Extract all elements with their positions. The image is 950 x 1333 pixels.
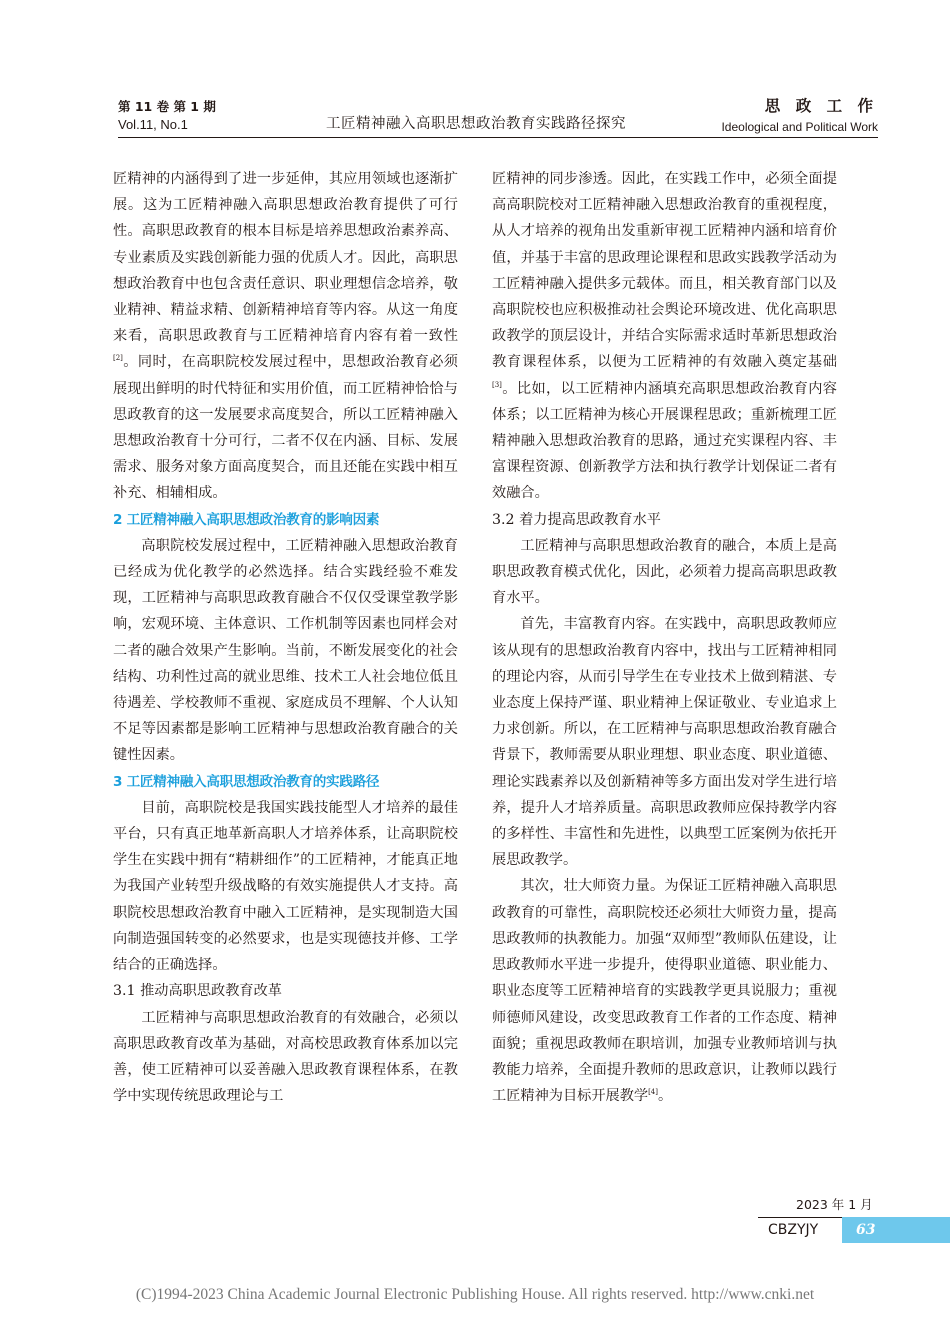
left-column (113, 166, 458, 1109)
paragraph: 工匠精神与高职思想政治教育的有效融合，必须以高职思政教育改革为基础，对高校思政教育体系加以完善，使工匠精神可以妥善融入思政教育课程体系，在教学中实现传统思政理论与工 (113, 1009, 458, 1105)
right-column (492, 166, 837, 1109)
paragraph: 目前，高职院校是我国实践技能型人才培养的最佳平台，只有真正地革新高职人才培养体系，让高职院校学生在实践中拥有“精耕细作”的工匠精神，才能真正地为我国产业转型升级战略的有效实施提供人才支持。高职院校思想政治教育中融入工匠精神，是实现制造大国向制造强国转变的必然要求，也是实现德技并修、工学结合的正确选择。 (113, 799, 458, 974)
journal-name-cn: 思 政 工 作 (764, 97, 878, 115)
subsection-heading-3-2: 3.2 着力提高思政教育水平 (492, 511, 661, 528)
footer-bar (758, 1217, 950, 1243)
section-heading-3: 3 工匠精神融入高职思想政治教育的实践路径 (113, 773, 380, 790)
citation: [3] (492, 380, 502, 389)
volume-issue-cn: 第 11 卷 第 1 期 (118, 99, 216, 114)
copyright-notice: (C)1994-2023 China Academic Journal Electronic Publishing House. All rights reserved. http://www.cnki.net (135, 1286, 815, 1303)
journal-code: CBZYJY (758, 1217, 842, 1243)
publication-date: 2023 年 1 月 (796, 1197, 873, 1212)
section-heading-2: 2 工匠精神融入高职思想政治教育的影响因素 (113, 511, 380, 528)
paragraph: 其次，壮大师资力量。为保证工匠精神融入高职思政教育的可靠性，高职院校还必须壮大师资力量，提高思政教师的执教能力。加强“双师型”教师队伍建设，让思政教师水平进一步提升，使得职业道德、职业能力、职业态度等工匠精神培育的实践教学更具说服力；重视师德师风建设，改变思政教育工作者的工作态度、精神面貌；重视思政教师在职培训，加强专业教师培训与执教能力培养，全面提升教师的思政意识，让教师以践行工匠精神为目标开展教学[4]。 (492, 878, 837, 1105)
header-rule (118, 137, 878, 138)
page-number: 63 (842, 1217, 950, 1243)
running-title: 工匠精神融入高职思想政治教育实践路径探究 (326, 116, 626, 132)
paragraph: 高职院校发展过程中，工匠精神融入思想政治教育已经成为优化教学的必然选择。结合实践经验不难发现，工匠精神与高职思政教育融合不仅仅受课堂教学影响，宏观环境、主体意识、工作机制等因素也同样会对二者的融合效果产生影响。当前，不断发展变化的社会结构、功利性过高的就业思维、技术工人社会地位低且待遇差、学校教师不重视、家庭成员不理解、个人认知不足等因素都是影响工匠精神与思想政治教育融合的关键性因素。 (113, 537, 458, 764)
subsection-heading-3-1: 3.1 推动高职思政教育改革 (113, 983, 282, 1000)
journal-name-en: Ideological and Political Work (721, 120, 878, 134)
paragraph: 匠精神的内涵得到了进一步延伸，其应用领域也逐渐扩展。这为工匠精神融入高职思想政治教育提供了可行性。高职思政教育的根本目标是培养思想政治素养高、专业素质及实践创新能力强的优质人才。因此，高职思想政治教育中也包含责任意识、职业理想信念培养，敬业精神、精益求精、创新精神培育等内容。从这一角度来看，高职思政教育与工匠精神培育内容有着一致性[2]。同时，在高职院校发展过程中，思想政治教育必须展现出鲜明的时代特征和实用价值，而工匠精神恰恰与思政教育的这一发展要求高度契合，所以工匠精神融入思想政治教育十分可行，二者不仅在内涵、目标、发展需求、服务对象方面高度契合，而且还能在实践中相互补充、相辅相成。 (113, 171, 458, 502)
citation: [2] (113, 354, 123, 363)
paragraph: 首先，丰富教育内容。在实践中，高职思政教师应该从现有的思想政治教育内容中，找出与工匠精神相同的理论内容，从而引导学生在专业技术上做到精湛、专业态度上保持严谨、职业精神上保证敬业、专业追求上力求创新。所以，在工匠精神与高职思想政治教育融合背景下，教师需要从职业理想、职业态度、职业道德、理论实践素养以及创新精神等多方面出发对学生进行培养，提升人才培养质量。高职思政教师应保持教学内容的多样性、丰富性和先进性，以典型工匠案例为依托开展思政教学。 (492, 616, 837, 869)
paragraph: 工匠精神与高职思想政治教育的融合，本质上是高职思政教育模式优化，因此，必须着力提高高职思政教育水平。 (492, 537, 837, 607)
volume-issue-en: Vol.11, No.1 (118, 117, 188, 132)
citation: [4] (648, 1088, 658, 1097)
paragraph: 匠精神的同步渗透。因此，在实践工作中，必须全面提高高职院校对工匠精神融入思想政治教育的重视程度，从人才培养的视角出发重新审视工匠精神内涵和培育价值，并基于丰富的思政理论课程和思政实践教学活动为工匠精神融入提供多元载体。而且，相关教育部门以及高职院校也应积极推动社会舆论环境改进、优化高职思政教学的顶层设计，并结合实际需求适时革新思想政治教育课程体系，以便为工匠精神的有效融入奠定基础[3]。比如，以工匠精神内涵填充高职思想政治教育内容体系；以工匠精神为核心开展课程思政；重新梳理工匠精神融入思想政治教育的思路，通过充实课程内容、丰富课程资源、创新教学方法和执行教学计划保证二者有效融合。 (492, 171, 837, 502)
